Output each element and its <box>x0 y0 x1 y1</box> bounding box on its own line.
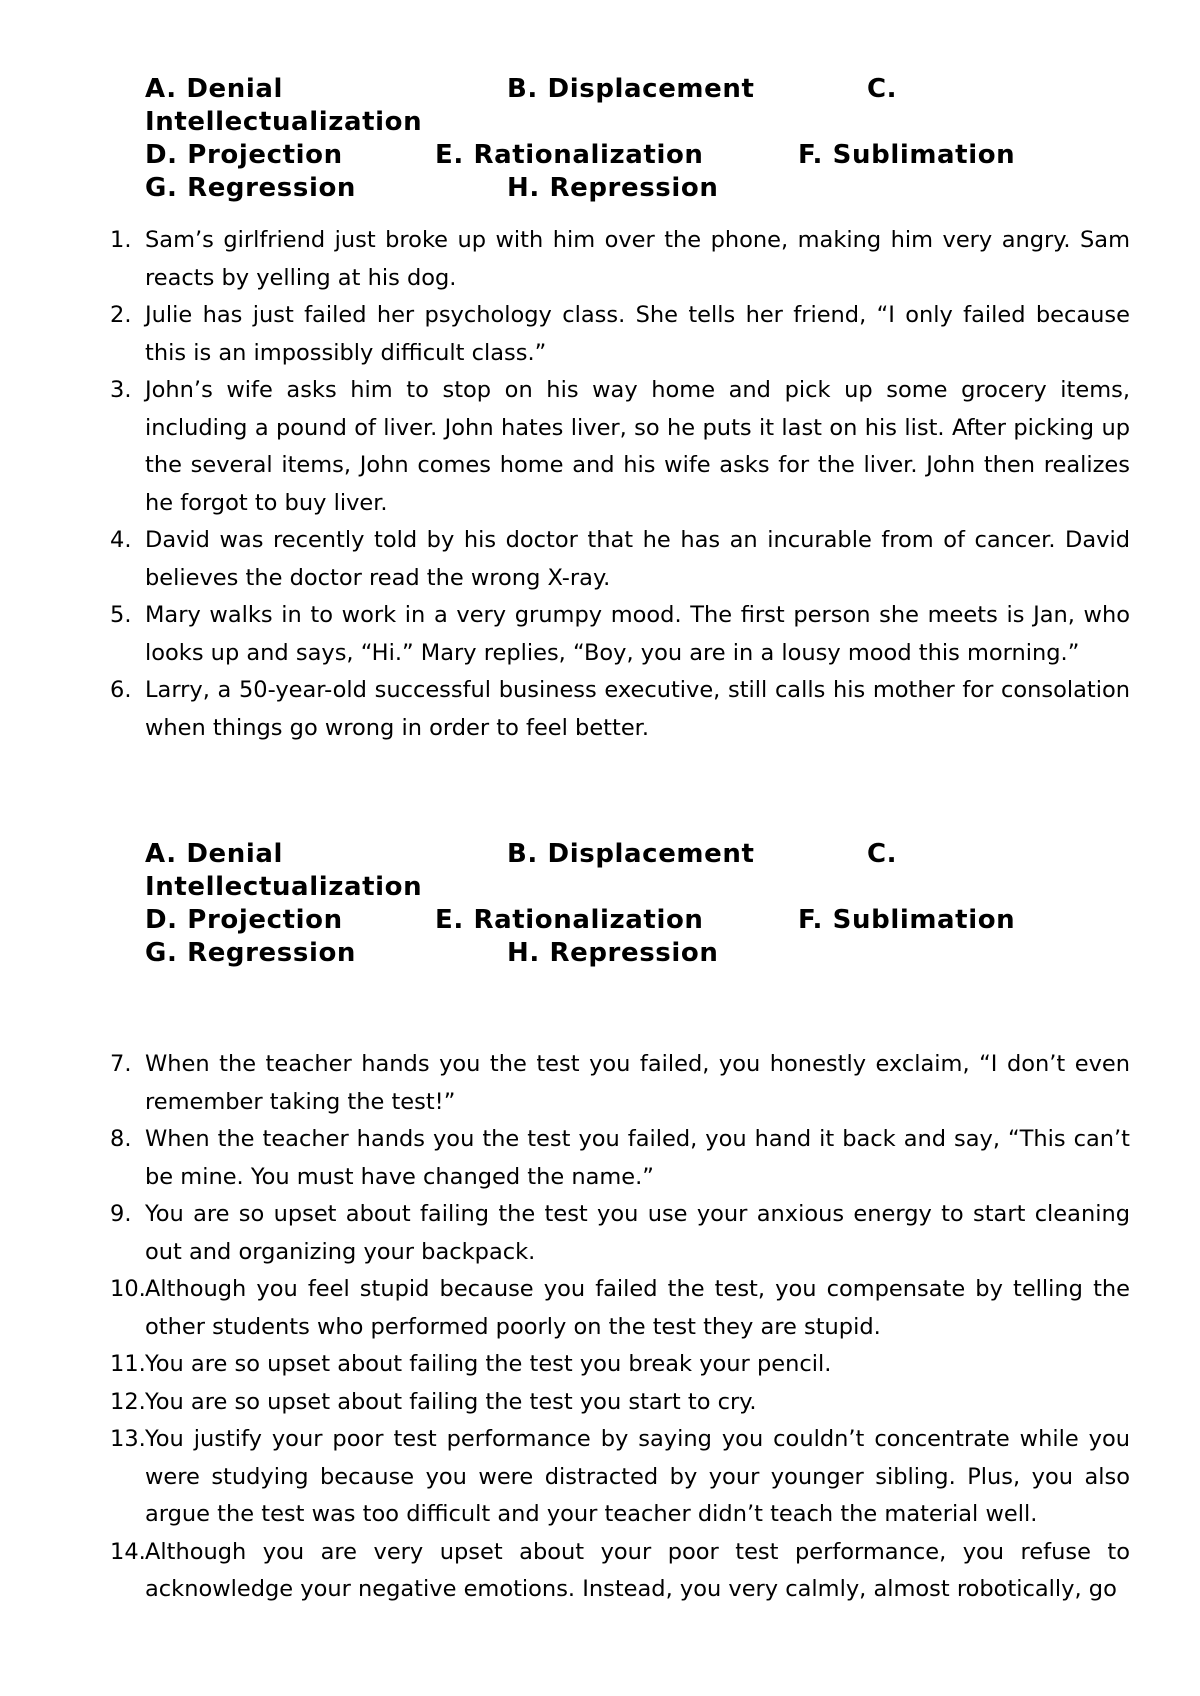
answer-key-2 <box>145 838 1085 970</box>
question-item <box>0 1121 1200 1196</box>
option-c-intellectualization: Intellectualization <box>145 107 423 137</box>
option-f-sublimation: F. Sublimation <box>798 140 1016 170</box>
question-number: 1. <box>110 227 132 253</box>
option-h-repression: H. Repression <box>507 938 719 968</box>
answer-key-1 <box>145 73 1085 205</box>
question-item <box>0 522 1200 597</box>
option-c-intellectualization: Intellectualization <box>145 872 423 902</box>
question-text: When the teacher hands you the test you failed, you honestly exclaim, “I don’t even remember taking the test!” <box>145 1051 1130 1115</box>
answer-key-row <box>145 106 1085 139</box>
option-c-label: C. <box>867 74 898 104</box>
option-g-regression: G. Regression <box>145 173 357 203</box>
question-number: 12. <box>110 1388 146 1415</box>
option-a-denial: A. Denial <box>145 74 284 104</box>
question-text: David was recently told by his doctor that he has an incurable from of cancer. David believes the doctor read the wrong X-ray. <box>145 527 1130 591</box>
answer-key-row <box>145 937 1085 970</box>
question-list-1 <box>0 222 1200 747</box>
option-d-projection: D. Projection <box>145 905 343 935</box>
option-c-label: C. <box>867 839 898 869</box>
question-number: 9. <box>110 1201 132 1227</box>
question-item <box>0 1346 1200 1384</box>
option-a-denial: A. Denial <box>145 839 284 869</box>
question-item <box>0 672 1200 747</box>
question-item <box>0 1534 1200 1609</box>
question-text: Although you are very upset about your poor test performance, you refuse to acknowledge your negative emotions. Instead, you very calmly, almost robotically, go <box>145 1538 1130 1602</box>
question-text: You are so upset about failing the test you use your anxious energy to start cleaning out and organizing your backpack. <box>145 1201 1130 1265</box>
question-number: 14. <box>110 1538 146 1565</box>
question-item <box>0 597 1200 672</box>
question-item <box>0 1384 1200 1422</box>
question-number: 11. <box>110 1351 146 1377</box>
question-number: 5. <box>110 602 132 628</box>
option-e-rationalization: E. Rationalization <box>435 140 704 170</box>
question-number: 6. <box>110 677 132 703</box>
question-number: 3. <box>110 377 132 403</box>
question-list-2 <box>0 1046 1200 1609</box>
question-number: 4. <box>110 527 132 553</box>
answer-key-row <box>145 172 1085 205</box>
question-item <box>0 1271 1200 1346</box>
answer-key-row <box>145 838 1085 871</box>
option-h-repression: H. Repression <box>507 173 719 203</box>
question-item <box>0 297 1200 372</box>
option-g-regression: G. Regression <box>145 938 357 968</box>
question-text: You are so upset about failing the test you start to cry. <box>145 1388 757 1415</box>
question-text: Sam’s girlfriend just broke up with him over the phone, making him very angry. Sam reacts by yelling at his dog. <box>145 227 1130 291</box>
question-item <box>0 372 1200 522</box>
question-number: 2. <box>110 302 132 328</box>
question-text: You are so upset about failing the test you break your pencil. <box>145 1351 832 1377</box>
question-text: When the teacher hands you the test you failed, you hand it back and say, “This can’t be mine. You must have changed the name.” <box>145 1126 1130 1190</box>
question-text: Larry, a 50-year-old successful business executive, still calls his mother for consolation when things go wrong in order to feel better. <box>145 677 1130 741</box>
option-b-displacement: B. Displacement <box>507 839 755 869</box>
question-text: You justify your poor test performance by saying you couldn’t concentrate while you were studying because you were distracted by your younger sibling. Plus, you also argue the test was too difficult and your teacher didn’t teach the material well. <box>145 1426 1130 1527</box>
answer-key-row <box>145 904 1085 937</box>
question-number: 7. <box>110 1051 132 1077</box>
question-number: 10. <box>110 1276 146 1302</box>
question-text: Mary walks in to work in a very grumpy mood. The first person she meets is Jan, who looks up and says, “Hi.” Mary replies, “Boy, you are in a lousy mood this morning.” <box>145 602 1130 666</box>
question-item <box>0 1196 1200 1271</box>
question-text: Julie has just failed her psychology class. She tells her friend, “I only failed because this is an impossibly difficult class.” <box>145 302 1130 366</box>
question-text: Although you feel stupid because you failed the test, you compensate by telling the other students who performed poorly on the test they are stupid. <box>145 1276 1130 1340</box>
question-text: John’s wife asks him to stop on his way home and pick up some grocery items, including a pound of liver. John hates liver, so he puts it last on his list. After picking up the several items, John comes home and his wife asks for the liver. John then realizes he forgot to buy liver. <box>145 377 1130 516</box>
option-d-projection: D. Projection <box>145 140 343 170</box>
question-number: 13. <box>110 1426 146 1452</box>
question-item <box>0 1421 1200 1534</box>
answer-key-row <box>145 139 1085 172</box>
question-item <box>0 222 1200 297</box>
option-f-sublimation: F. Sublimation <box>798 905 1016 935</box>
question-number: 8. <box>110 1126 132 1152</box>
question-item <box>0 1046 1200 1121</box>
option-b-displacement: B. Displacement <box>507 74 755 104</box>
answer-key-row <box>145 73 1085 106</box>
option-e-rationalization: E. Rationalization <box>435 905 704 935</box>
answer-key-row <box>145 871 1085 904</box>
